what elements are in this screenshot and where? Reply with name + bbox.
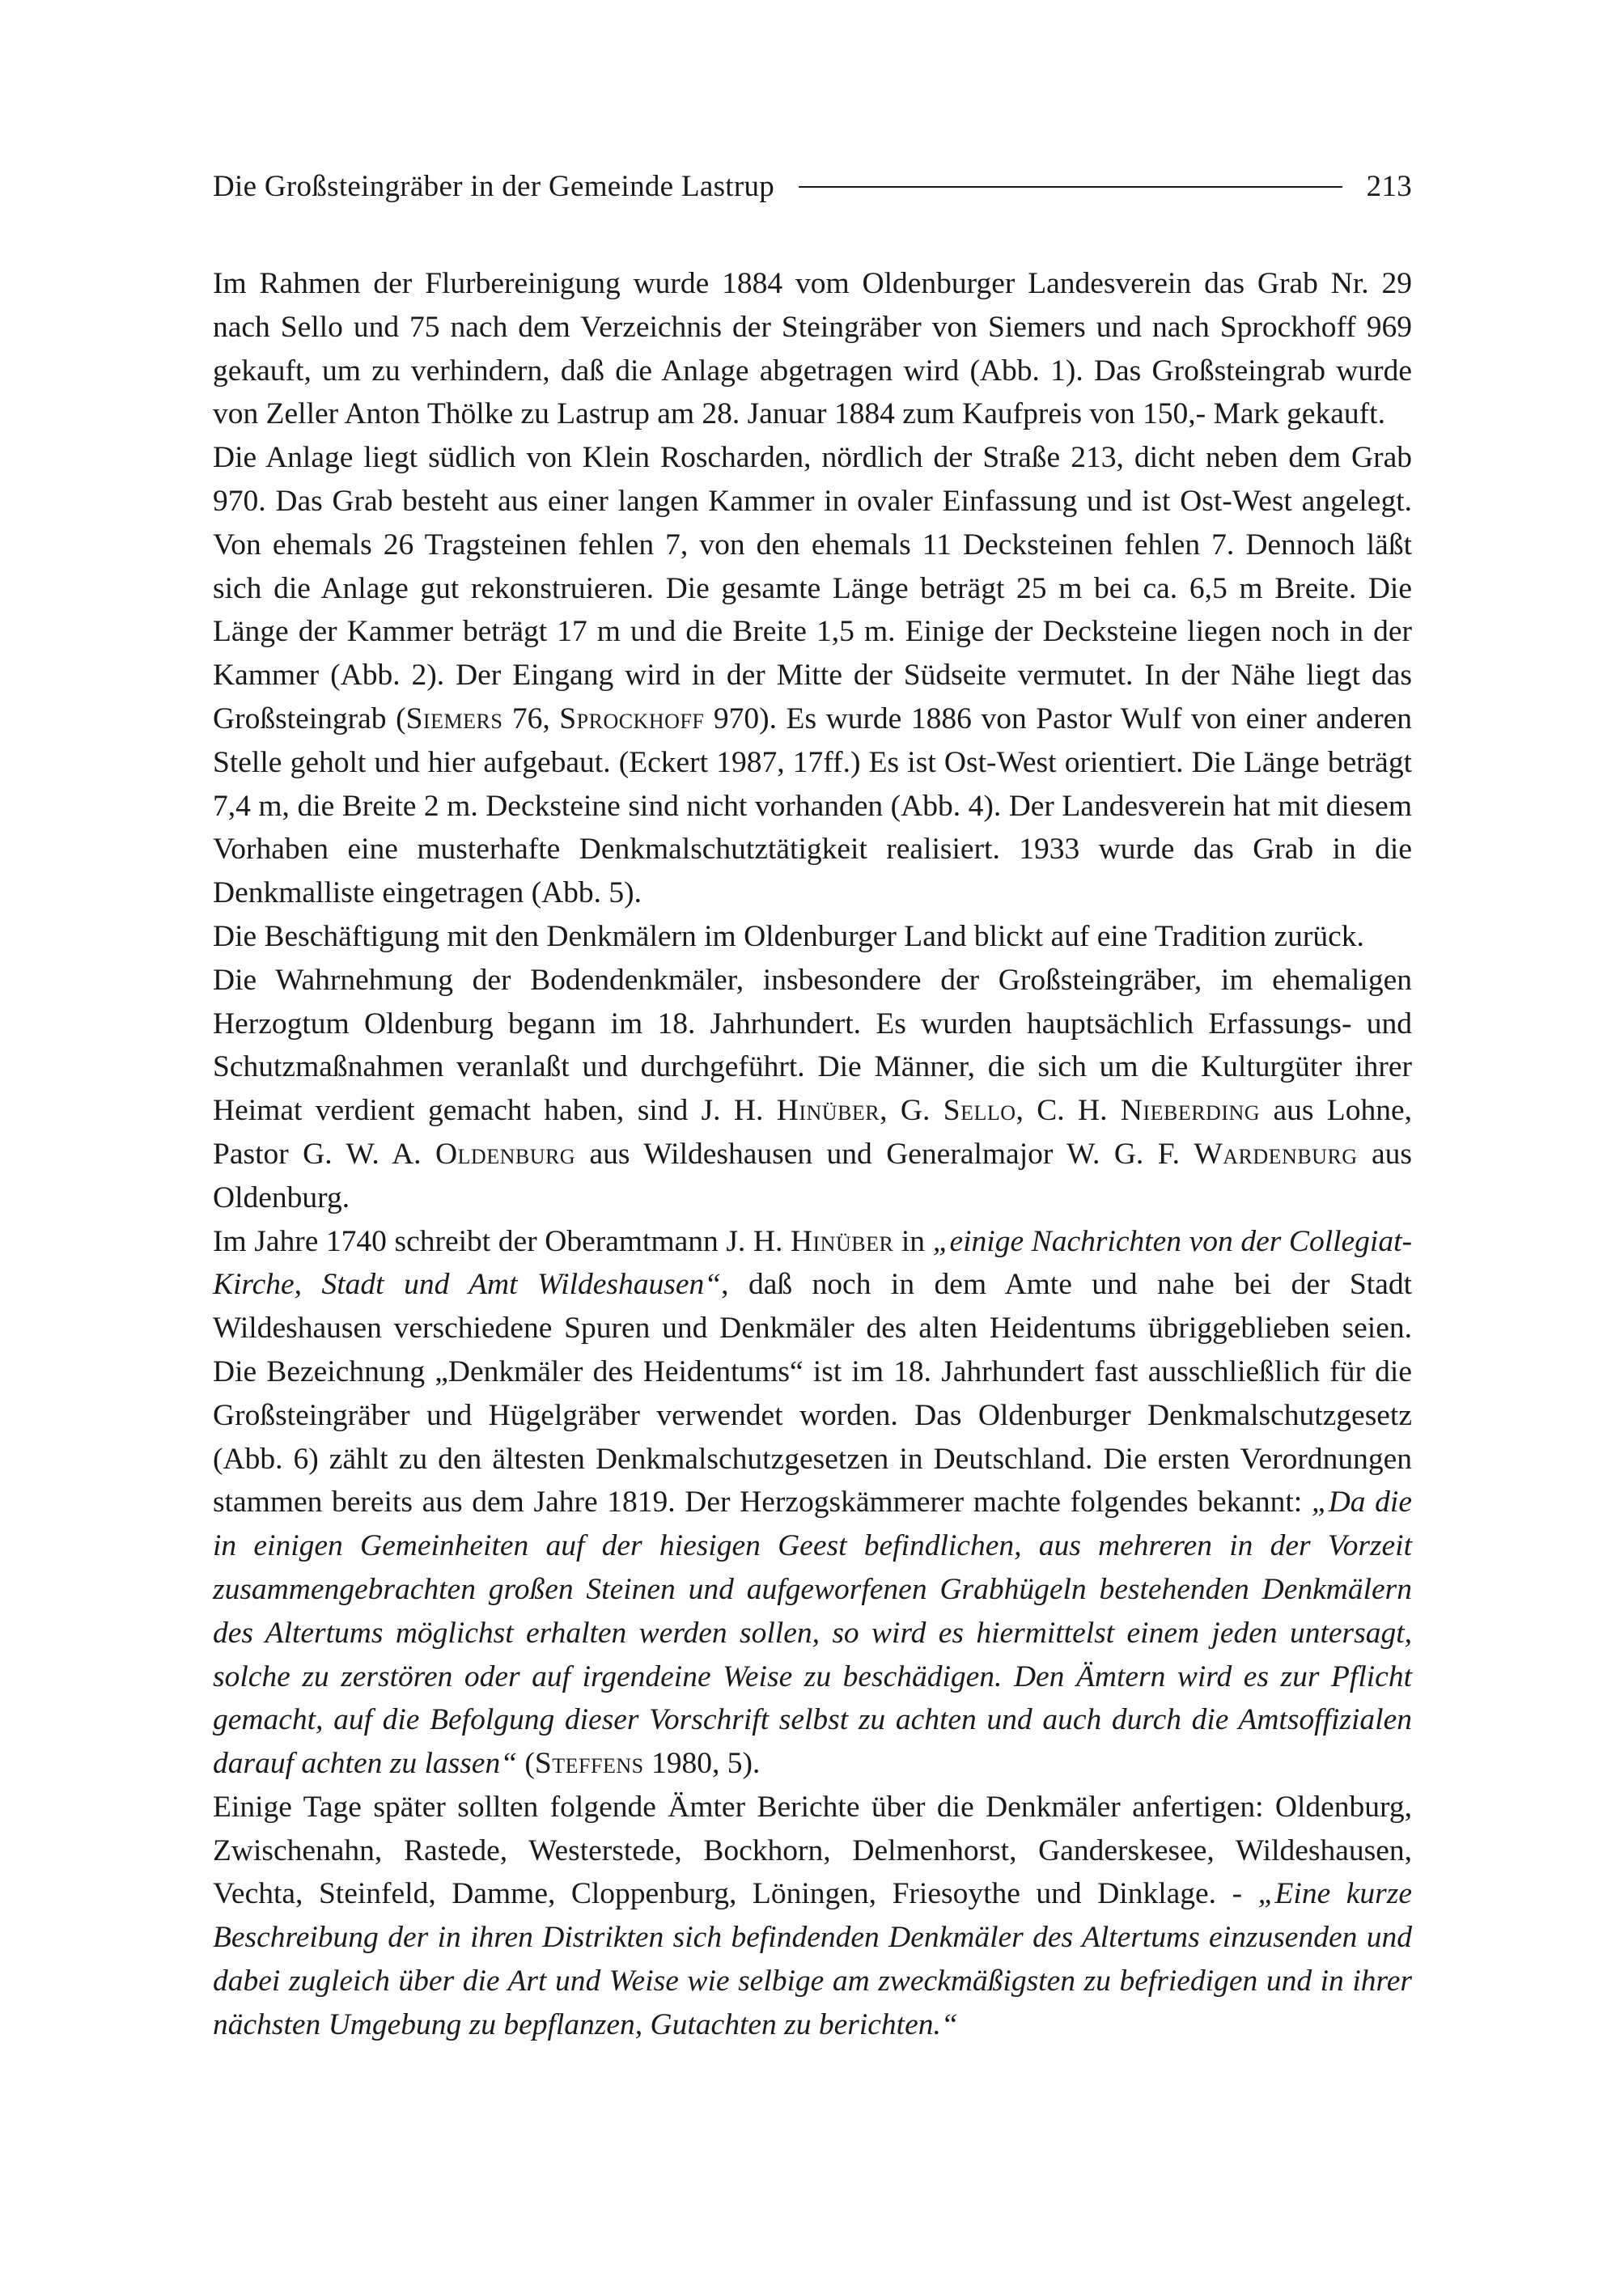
text-run: , G. bbox=[880, 1094, 943, 1128]
author-name: Siemers bbox=[405, 701, 503, 735]
quotation: „Da die in einigen Gemeinheiten auf der hiesigen Geest befindlichen, aus mehreren in der Vorzeit zusammengebrachten großen Steinen und aufgeworfenen Grabhügeln bestehenden Denkmälern des Altertums möglichst erhalten werden sollen, so wird es hiermittelst einem jeden untersagt, solche zu zerstören oder auf irgendeine Weise zu beschädigen. Den Ämtern wird es zur Pflicht gemacht, auf die Befolgung dieser Vorschrift selbst zu achten und auch durch die Amtsoffizialen darauf achten zu lassen“ bbox=[213, 1486, 1412, 1781]
quoted-title: „einige Nachrichten von der Collegiat-Kirche, Stadt und Amt Wildeshausen“ bbox=[213, 1224, 1412, 1302]
author-name: Hinüber bbox=[776, 1094, 880, 1128]
running-header bbox=[213, 166, 1412, 206]
quotation: „Eine kurze Beschreibung der in ihren Distrikten sich befindenden Denkmäler des Altertums einzusenden und dabei zugleich über die Art und Weise wie selbige am zweckmäßigsten zu befriedigen und in ihrer nächsten Umgebung zu bepflanzen, Gutachten zu berichten.“ bbox=[213, 1877, 1412, 2041]
running-header-title: Die Großsteingräber in der Gemeinde Lastrup bbox=[213, 169, 775, 203]
author-name: Wardenburg bbox=[1194, 1137, 1358, 1171]
header-rule bbox=[799, 186, 1342, 188]
text-run: aus Oldenburg. bbox=[213, 1137, 1412, 1214]
document-page bbox=[213, 0, 1412, 2293]
author-name: Oldenburg bbox=[435, 1137, 576, 1171]
text-run: Einige Tage später sollten folgende Ämter Berichte über die Denkmäler anfertigen: Oldenburg, Zwischenahn, Rastede, Westerstede, Bockhorn, Delmenhorst, Ganderskesee, Wildeshausen, Vechta, Steinfeld, Damme, Cloppenburg, Löningen, Friesoythe und Dinklage. - bbox=[213, 1790, 1412, 1911]
text-run: Die Wahrnehmung der Bodendenkmäler, insbesondere der Großsteingräber, im ehemaligen Herzogtum Oldenburg begann im 18. Jahrhundert. Es wurden hauptsächlich Erfassungs- und Schutzmaßnahmen veranlaßt und durchgeführt. Die Männer, die sich um die Kulturgüter ihrer Heimat verdient gemacht haben, sind J. H. bbox=[213, 963, 1412, 1128]
author-name: Nieberding bbox=[1120, 1094, 1261, 1128]
text-run: 970). Es wurde 1886 von Pastor Wulf von einer anderen Stelle geholt und hier aufgebaut. (Eckert 1987, 17ff.) Es ist Ost-West orientiert. Die Länge beträgt 7,4 m, die Breite 2 m. Decksteine sind nicht vorhanden (Abb. 4). Der Landesverein hat mit diesem Vorhaben eine musterhafte Denkmalschutztätigkeit realisiert. 1933 wurde das Grab in die Denkmalliste eingetragen (Abb. 5). bbox=[213, 701, 1412, 910]
text-run: 1980, 5). bbox=[643, 1747, 761, 1781]
text-run: aus Wildeshausen und Generalmajor W. G. F. bbox=[575, 1137, 1194, 1171]
paragraph-5 bbox=[213, 1220, 1412, 1786]
paragraph-6 bbox=[213, 1786, 1412, 2047]
paragraph-1: Im Rahmen der Flurbereinigung wurde 1884 vom Oldenburger Landesverein das Grab Nr. 29 nach Sello und 75 nach dem Verzeichnis der Steingräber von Siemers und nach Sprockhoff 969 gekauft, um zu verhindern, daß die Anlage abgetragen wird (Abb. 1). Das Großsteingrab wurde von Zeller Anton Thölke zu Lastrup am 28. Januar 1884 zum Kaufpreis von 150,- Mark gekauft. bbox=[213, 267, 1412, 431]
text-run: , C. H. bbox=[1016, 1094, 1121, 1128]
body-text bbox=[213, 262, 1412, 2047]
text-run: aus Lohne, Pastor G. W. A. bbox=[213, 1094, 1412, 1171]
paragraph-3: Die Beschäftigung mit den Denkmälern im Oldenburger Land blickt auf eine Tradition zurück. bbox=[213, 919, 1364, 953]
text-run: 76, bbox=[502, 701, 560, 735]
author-name: Hinüber bbox=[790, 1224, 894, 1258]
author-name: Steffens bbox=[534, 1747, 644, 1781]
text-run: Im Jahre 1740 schreibt der Oberamtmann J. H. bbox=[213, 1224, 791, 1258]
author-name: Sprockhoff bbox=[559, 701, 705, 735]
text-run: ( bbox=[517, 1747, 535, 1781]
paragraph-2 bbox=[213, 436, 1412, 915]
text-run: , daß noch in dem Amte und nahe bei der Stadt Wildeshausen verschiedene Spuren und Denkmäler des alten Heidentums übriggeblieben seien. Die Bezeichnung „Denkmäler des Heidentums“ ist im 18. Jahrhundert fast ausschließlich für die Großsteingräber und Hügelgräber verwendet worden. Das Oldenburger Denkmalschutzgesetz (Abb. 6) zählt zu den ältesten Denkmalschutzgesetzen in Deutschland. Die ersten Verordnungen stammen bereits aus dem Jahre 1819. Der Herzogskämmerer machte folgendes bekannt: bbox=[213, 1268, 1413, 1519]
text-run: Die Anlage liegt südlich von Klein Roscharden, nördlich der Straße 213, dicht neben dem Grab 970. Das Grab besteht aus einer langen Kammer in ovaler Einfassung und ist Ost-West angelegt. Von ehemals 26 Tragsteinen fehlen 7, von den ehemals 11 Decksteinen fehlen 7. Dennoch läßt sich die Anlage gut rekonstruieren. Die gesamte Länge beträgt 25 m bei ca. 6,5 m Breite. Die Länge der Kammer beträgt 17 m und die Breite 1,5 m. Einige der Decksteine liegen noch in der Kammer (Abb. 2). Der Eingang wird in der Mitte der Südseite vermutet. In der Nähe liegt das Großsteingrab ( bbox=[213, 441, 1412, 735]
author-name: Sello bbox=[943, 1094, 1016, 1128]
paragraph-4 bbox=[213, 959, 1412, 1220]
page-number: 213 bbox=[1366, 169, 1412, 203]
text-run: in bbox=[893, 1224, 933, 1258]
